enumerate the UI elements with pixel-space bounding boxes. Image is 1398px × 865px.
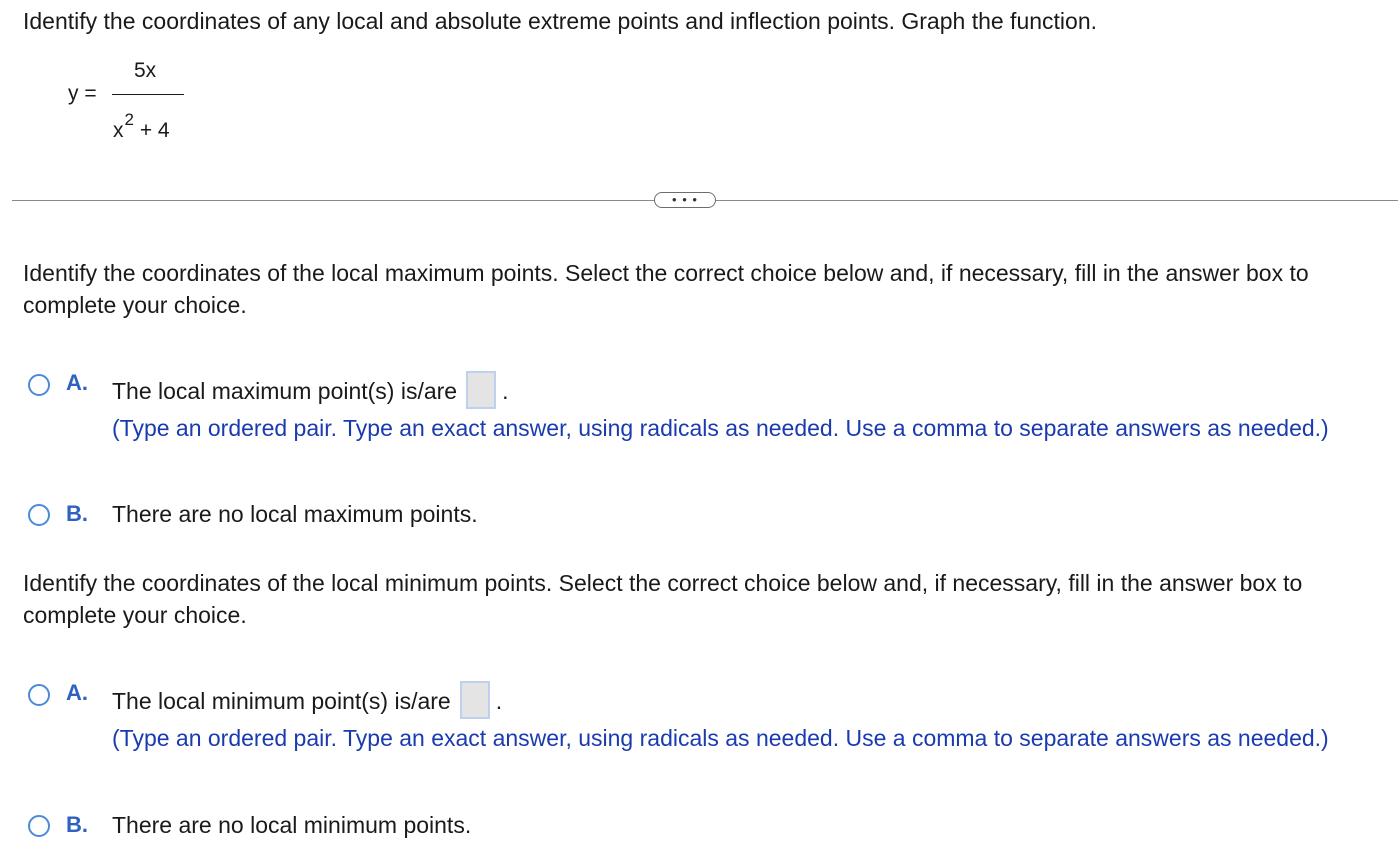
option-a-min-period: .: [495, 688, 503, 715]
function-denominator: [113, 112, 170, 143]
denominator-rest: + 4: [139, 119, 170, 142]
option-a-local-minimum[interactable]: [28, 682, 1398, 772]
denominator-base: x: [113, 119, 124, 142]
option-b-local-minimum[interactable]: [28, 813, 1398, 841]
answer-box-local-minimum[interactable]: [460, 681, 490, 719]
option-letter: A.: [66, 680, 88, 705]
option-letter: A.: [66, 370, 88, 395]
function-expression: [68, 55, 208, 145]
radio-option-b-max[interactable]: [28, 504, 50, 526]
fraction-bar: [112, 94, 184, 95]
answer-hint: (Type an ordered pair. Type an exact answer, using radicals as needed. Use a comma to separate answers as needed.): [112, 415, 1329, 441]
question-local-maximum: Identify the coordinates of the local maximum points. Select the correct choice below and, if necessary, fill in the answer box to complete your choice.: [23, 260, 1309, 318]
option-b-min-text: There are no local minimum points.: [112, 812, 472, 838]
function-lhs: y =: [68, 82, 97, 105]
expand-more-button[interactable]: • • •: [654, 192, 716, 208]
radio-option-b-min[interactable]: [28, 815, 50, 837]
radio-option-a-min[interactable]: [28, 684, 50, 706]
option-b-max-text: There are no local maximum points.: [112, 501, 478, 527]
option-a-min-text: The local minimum point(s) is/are: [112, 688, 451, 715]
function-numerator: 5x: [134, 59, 157, 82]
answer-box-local-maximum[interactable]: [466, 371, 496, 409]
option-a-min-text-line: [112, 684, 502, 722]
option-a-max-period: .: [502, 378, 509, 405]
option-a-local-maximum[interactable]: [28, 372, 1398, 462]
option-a-max-text: The local maximum point(s) is/are: [112, 378, 458, 405]
answer-hint: (Type an ordered pair. Type an exact answer, using radicals as needed. Use a comma to separate answers as needed.): [112, 725, 1329, 751]
option-a-max-text-line: [112, 374, 509, 412]
option-letter: B.: [66, 501, 88, 526]
radio-option-a-max[interactable]: [28, 374, 50, 396]
question-local-minimum: Identify the coordinates of the local minimum points. Select the correct choice below and, if necessary, fill in the answer box to complete your choice.: [23, 570, 1303, 628]
problem-prompt: Identify the coordinates of any local and absolute extreme points and inflection points. Graph the function.: [23, 8, 1098, 34]
denominator-exponent: 2: [124, 110, 134, 129]
option-b-local-maximum[interactable]: [28, 502, 1398, 530]
option-letter: B.: [66, 812, 88, 837]
